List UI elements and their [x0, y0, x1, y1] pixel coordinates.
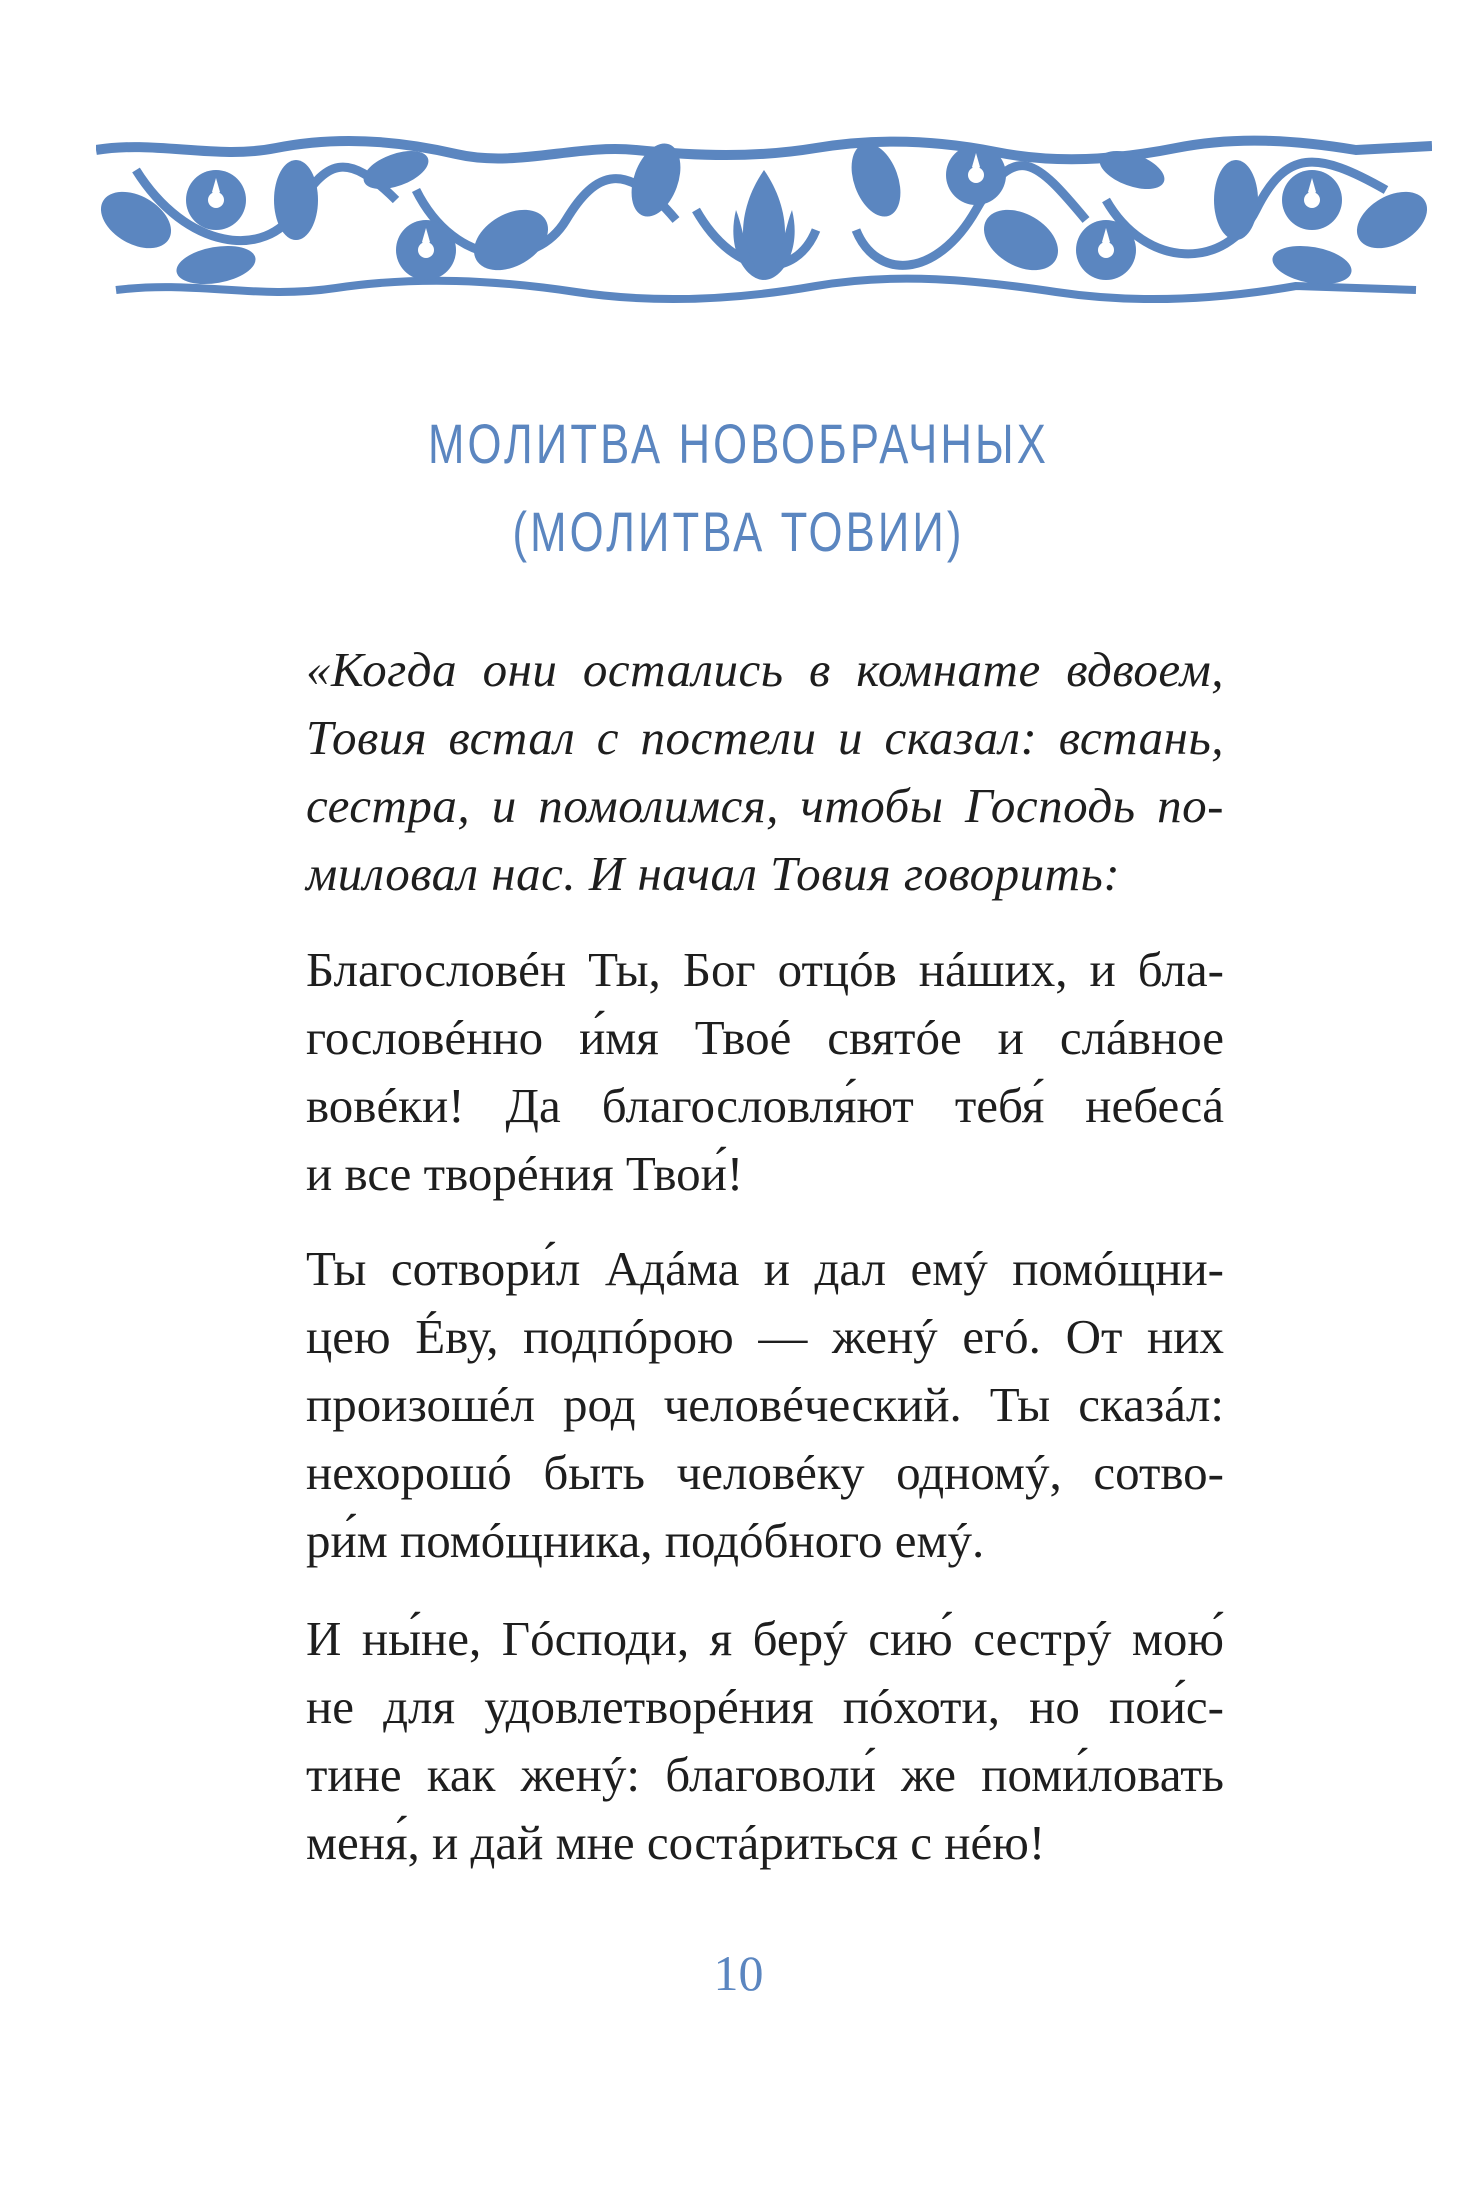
title-line-1: МОЛИТВА НОВОБРАЧНЫХ — [427, 412, 1050, 475]
paragraph-line: и все творéния Твои́! — [306, 1146, 744, 1201]
prayer-paragraph-3 — [306, 1605, 1224, 1877]
prayer-paragraph-1 — [306, 936, 1224, 1208]
paragraph-line: И ны́не, Гóсподи, я берý сию́ сестрý мою́ — [306, 1611, 1224, 1666]
paragraph-line: ри́м помóщника, подóбного емý. — [306, 1513, 985, 1568]
prayer-paragraph-2 — [306, 1235, 1224, 1575]
intro-paragraph — [306, 636, 1224, 908]
paragraph-line: Ты сотвори́л Адáма и дал емý помóщни- — [306, 1241, 1224, 1296]
title-line-2: (МОЛИТВА ТОВИИ) — [512, 500, 965, 563]
paragraph-line: произошéл род человéческий. Ты сказáл: — [306, 1377, 1224, 1432]
page-title — [162, 400, 1314, 576]
floral-border-icon — [96, 130, 1432, 308]
paragraph-line: тине как женý: благоволи́ же поми́ловать — [306, 1747, 1224, 1802]
intro-line: Товия встал с постели и сказал: встань, — [306, 710, 1224, 765]
paragraph-line: меня́, и дай мне состáриться с нéю! — [306, 1815, 1046, 1870]
paragraph-line: нехорошó быть человéку одномý, сотво- — [306, 1445, 1224, 1500]
intro-line: сестра, и помолимся, чтобы Господь по- — [306, 778, 1224, 833]
paragraph-line: гословéнно и́мя Твоé святóе и слáвное — [306, 1010, 1224, 1065]
intro-line: миловал нас. И начал Товия говорить: — [306, 846, 1121, 901]
page-number: 10 — [713, 1945, 764, 2001]
paragraph-line: не для удовлетворéния пóхоти, но пои́с- — [306, 1679, 1224, 1734]
paragraph-line: цею Éву, подпóрою — женý егó. От них — [306, 1309, 1224, 1364]
intro-line: «Когда они остались в комнате вдвоем, — [306, 642, 1224, 697]
paragraph-line: Благословéн Ты, Бог отцóв нáших, и бла- — [306, 942, 1224, 997]
paragraph-line: вовéки! Да благословля́ют тебя́ небесá — [306, 1078, 1224, 1133]
